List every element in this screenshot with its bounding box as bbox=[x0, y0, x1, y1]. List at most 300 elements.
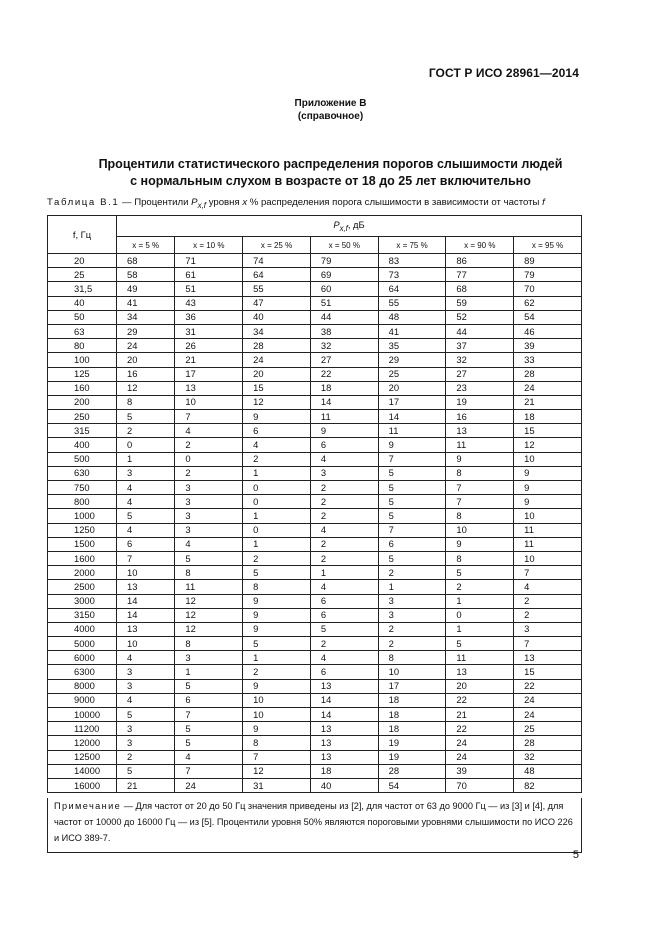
level-cell: 51 bbox=[310, 296, 378, 310]
level-cell: 11 bbox=[514, 523, 582, 537]
level-cell: 5 bbox=[243, 637, 311, 651]
frequency-cell: 400 bbox=[48, 438, 117, 452]
level-cell: 14 bbox=[378, 410, 446, 424]
group-symbol: P bbox=[333, 219, 340, 231]
level-cell: 10 bbox=[243, 693, 311, 707]
table-row bbox=[48, 424, 582, 438]
level-cell: 55 bbox=[378, 296, 446, 310]
level-cell: 0 bbox=[243, 481, 311, 495]
frequency-cell: 12000 bbox=[48, 736, 117, 750]
frequency-cell: 750 bbox=[48, 481, 117, 495]
level-cell: 4 bbox=[117, 523, 175, 537]
table-row bbox=[48, 537, 582, 551]
level-cell: 17 bbox=[378, 679, 446, 693]
frequency-cell: 160 bbox=[48, 381, 117, 395]
level-group-header bbox=[117, 216, 582, 237]
level-cell: 9 bbox=[514, 481, 582, 495]
level-cell: 41 bbox=[378, 324, 446, 338]
table-caption-label: Таблица В.1 bbox=[47, 197, 120, 208]
level-cell: 21 bbox=[117, 778, 175, 792]
level-cell: 48 bbox=[378, 310, 446, 324]
level-cell: 2 bbox=[175, 466, 243, 480]
level-cell: 5 bbox=[117, 410, 175, 424]
level-cell: 8 bbox=[243, 580, 311, 594]
level-cell: 5 bbox=[378, 481, 446, 495]
level-cell: 9 bbox=[310, 424, 378, 438]
page-number: 5 bbox=[572, 849, 579, 861]
table-row bbox=[48, 339, 582, 353]
level-cell: 77 bbox=[446, 268, 514, 282]
level-cell: 40 bbox=[310, 778, 378, 792]
level-cell: 20 bbox=[243, 367, 311, 381]
level-cell: 52 bbox=[446, 310, 514, 324]
level-cell: 19 bbox=[378, 736, 446, 750]
frequency-cell: 3150 bbox=[48, 608, 117, 622]
level-cell: 1 bbox=[243, 651, 311, 665]
level-cell: 10 bbox=[514, 452, 582, 466]
level-cell: 35 bbox=[378, 339, 446, 353]
level-cell: 4 bbox=[117, 693, 175, 707]
level-cell: 29 bbox=[378, 353, 446, 367]
level-cell: 22 bbox=[514, 679, 582, 693]
level-cell: 7 bbox=[378, 452, 446, 466]
frequency-cell: 12500 bbox=[48, 750, 117, 764]
level-cell: 5 bbox=[378, 466, 446, 480]
caption-f: f bbox=[542, 197, 545, 208]
level-cell: 54 bbox=[378, 778, 446, 792]
table-row bbox=[48, 708, 582, 722]
level-cell: 2 bbox=[514, 608, 582, 622]
level-cell: 13 bbox=[117, 580, 175, 594]
table-row bbox=[48, 509, 582, 523]
level-cell: 28 bbox=[243, 339, 311, 353]
table-caption bbox=[47, 197, 627, 210]
level-cell: 8 bbox=[175, 637, 243, 651]
table-row bbox=[48, 282, 582, 296]
frequency-cell: 200 bbox=[48, 395, 117, 409]
level-cell: 3 bbox=[117, 466, 175, 480]
table-row bbox=[48, 608, 582, 622]
section-title-line-2: с нормальным слухом в возрасте от 18 до 25 лет включительно bbox=[130, 174, 531, 188]
level-cell: 5 bbox=[378, 551, 446, 565]
frequency-cell: 1600 bbox=[48, 551, 117, 565]
level-cell: 6 bbox=[243, 424, 311, 438]
level-cell: 27 bbox=[446, 367, 514, 381]
level-cell: 2 bbox=[310, 481, 378, 495]
frequency-column-header: f, Гц bbox=[48, 216, 117, 254]
level-cell: 4 bbox=[117, 495, 175, 509]
level-cell: 5 bbox=[117, 764, 175, 778]
level-cell: 3 bbox=[378, 608, 446, 622]
level-cell: 10 bbox=[117, 566, 175, 580]
table-row bbox=[48, 622, 582, 636]
table-row bbox=[48, 466, 582, 480]
level-cell: 47 bbox=[243, 296, 311, 310]
level-cell: 28 bbox=[378, 764, 446, 778]
level-cell: 19 bbox=[446, 395, 514, 409]
table-row bbox=[48, 523, 582, 537]
level-cell: 10 bbox=[378, 665, 446, 679]
table-row bbox=[48, 750, 582, 764]
level-cell: 61 bbox=[175, 268, 243, 282]
level-cell: 9 bbox=[243, 594, 311, 608]
level-cell: 32 bbox=[446, 353, 514, 367]
level-cell: 1 bbox=[243, 466, 311, 480]
level-cell: 10 bbox=[446, 523, 514, 537]
level-cell: 24 bbox=[446, 736, 514, 750]
level-cell: 31 bbox=[243, 778, 311, 792]
level-cell: 5 bbox=[117, 708, 175, 722]
level-cell: 31 bbox=[175, 324, 243, 338]
level-cell: 14 bbox=[117, 608, 175, 622]
level-cell: 13 bbox=[446, 665, 514, 679]
level-cell: 7 bbox=[514, 637, 582, 651]
level-cell: 16 bbox=[446, 410, 514, 424]
table-note bbox=[47, 798, 582, 853]
level-cell: 2 bbox=[378, 566, 446, 580]
level-cell: 70 bbox=[514, 282, 582, 296]
table-row bbox=[48, 324, 582, 338]
level-cell: 2 bbox=[243, 452, 311, 466]
level-cell: 34 bbox=[243, 324, 311, 338]
level-cell: 24 bbox=[243, 353, 311, 367]
level-cell: 73 bbox=[378, 268, 446, 282]
level-cell: 60 bbox=[310, 282, 378, 296]
level-cell: 7 bbox=[243, 750, 311, 764]
level-cell: 9 bbox=[243, 679, 311, 693]
level-cell: 33 bbox=[514, 353, 582, 367]
frequency-cell: 6300 bbox=[48, 665, 117, 679]
table-row bbox=[48, 693, 582, 707]
level-cell: 41 bbox=[117, 296, 175, 310]
percentile-header: x = 5 % bbox=[117, 237, 175, 254]
frequency-cell: 800 bbox=[48, 495, 117, 509]
table-row bbox=[48, 566, 582, 580]
level-cell: 71 bbox=[175, 254, 243, 268]
level-cell: 12 bbox=[514, 438, 582, 452]
level-cell: 32 bbox=[310, 339, 378, 353]
level-cell: 8 bbox=[175, 566, 243, 580]
frequency-cell: 250 bbox=[48, 410, 117, 424]
appendix-title: Приложение В bbox=[294, 98, 367, 109]
level-cell: 39 bbox=[446, 764, 514, 778]
percentile-header: x = 90 % bbox=[446, 237, 514, 254]
level-cell: 3 bbox=[117, 679, 175, 693]
percentile-header: x = 95 % bbox=[514, 237, 582, 254]
level-cell: 55 bbox=[243, 282, 311, 296]
table-row bbox=[48, 580, 582, 594]
frequency-cell: 630 bbox=[48, 466, 117, 480]
percentile-header: x = 25 % bbox=[243, 237, 311, 254]
level-cell: 79 bbox=[310, 254, 378, 268]
level-cell: 7 bbox=[446, 495, 514, 509]
level-cell: 18 bbox=[378, 722, 446, 736]
level-cell: 2 bbox=[310, 495, 378, 509]
table-row bbox=[48, 381, 582, 395]
level-cell: 39 bbox=[514, 339, 582, 353]
table-row bbox=[48, 410, 582, 424]
level-cell: 11 bbox=[446, 438, 514, 452]
level-cell: 8 bbox=[446, 551, 514, 565]
level-cell: 13 bbox=[514, 651, 582, 665]
level-cell: 0 bbox=[117, 438, 175, 452]
level-cell: 2 bbox=[310, 637, 378, 651]
level-cell: 68 bbox=[446, 282, 514, 296]
frequency-cell: 31,5 bbox=[48, 282, 117, 296]
level-cell: 22 bbox=[446, 722, 514, 736]
level-cell: 13 bbox=[310, 679, 378, 693]
level-cell: 10 bbox=[175, 395, 243, 409]
level-cell: 5 bbox=[446, 637, 514, 651]
table-row bbox=[48, 551, 582, 565]
level-cell: 21 bbox=[514, 395, 582, 409]
level-cell: 28 bbox=[514, 367, 582, 381]
level-cell: 10 bbox=[243, 708, 311, 722]
table-row bbox=[48, 353, 582, 367]
level-cell: 2 bbox=[243, 551, 311, 565]
level-cell: 2 bbox=[514, 594, 582, 608]
caption-text-2: % распределения порога слышимости в зависимости от частоты bbox=[247, 197, 543, 208]
table-row bbox=[48, 736, 582, 750]
level-cell: 74 bbox=[243, 254, 311, 268]
level-cell: 2 bbox=[117, 424, 175, 438]
level-cell: 11 bbox=[310, 410, 378, 424]
level-cell: 7 bbox=[175, 764, 243, 778]
table-row bbox=[48, 665, 582, 679]
document-standard-number: ГОСТ Р ИСО 28961—2014 bbox=[428, 66, 579, 80]
level-cell: 7 bbox=[175, 410, 243, 424]
frequency-cell: 11200 bbox=[48, 722, 117, 736]
percentile-header: x = 50 % bbox=[310, 237, 378, 254]
level-cell: 5 bbox=[117, 509, 175, 523]
frequency-cell: 63 bbox=[48, 324, 117, 338]
level-cell: 24 bbox=[514, 708, 582, 722]
level-cell: 40 bbox=[243, 310, 311, 324]
level-cell: 21 bbox=[175, 353, 243, 367]
level-cell: 37 bbox=[446, 339, 514, 353]
level-cell: 5 bbox=[446, 566, 514, 580]
level-cell: 4 bbox=[243, 438, 311, 452]
level-cell: 3 bbox=[117, 665, 175, 679]
level-cell: 8 bbox=[446, 466, 514, 480]
frequency-cell: 500 bbox=[48, 452, 117, 466]
level-cell: 44 bbox=[446, 324, 514, 338]
level-cell: 4 bbox=[310, 523, 378, 537]
level-cell: 2 bbox=[446, 580, 514, 594]
level-cell: 9 bbox=[243, 608, 311, 622]
level-cell: 11 bbox=[175, 580, 243, 594]
level-cell: 83 bbox=[378, 254, 446, 268]
level-cell: 10 bbox=[514, 551, 582, 565]
frequency-cell: 40 bbox=[48, 296, 117, 310]
level-cell: 64 bbox=[243, 268, 311, 282]
level-cell: 0 bbox=[446, 608, 514, 622]
group-symbol-sub: x,f bbox=[339, 223, 348, 233]
level-cell: 17 bbox=[175, 367, 243, 381]
group-unit: , дБ bbox=[347, 219, 365, 231]
frequency-cell: 50 bbox=[48, 310, 117, 324]
level-cell: 1 bbox=[446, 594, 514, 608]
level-cell: 28 bbox=[514, 736, 582, 750]
level-cell: 4 bbox=[175, 750, 243, 764]
frequency-cell: 125 bbox=[48, 367, 117, 381]
level-cell: 14 bbox=[117, 594, 175, 608]
level-cell: 25 bbox=[514, 722, 582, 736]
frequency-cell: 100 bbox=[48, 353, 117, 367]
level-cell: 18 bbox=[310, 764, 378, 778]
level-cell: 9 bbox=[514, 495, 582, 509]
level-cell: 4 bbox=[117, 651, 175, 665]
level-cell: 9 bbox=[514, 466, 582, 480]
level-cell: 6 bbox=[175, 693, 243, 707]
level-cell: 51 bbox=[175, 282, 243, 296]
level-cell: 11 bbox=[446, 651, 514, 665]
caption-symbol-sub: x,f bbox=[197, 200, 207, 210]
level-cell: 15 bbox=[514, 424, 582, 438]
level-cell: 24 bbox=[514, 693, 582, 707]
table-row bbox=[48, 481, 582, 495]
level-cell: 18 bbox=[514, 410, 582, 424]
level-cell: 13 bbox=[310, 736, 378, 750]
percentile-header: x = 75 % bbox=[378, 237, 446, 254]
level-cell: 5 bbox=[175, 551, 243, 565]
level-cell: 12 bbox=[175, 608, 243, 622]
level-cell: 2 bbox=[310, 537, 378, 551]
level-cell: 4 bbox=[310, 651, 378, 665]
level-cell: 3 bbox=[117, 722, 175, 736]
level-cell: 4 bbox=[175, 537, 243, 551]
level-cell: 13 bbox=[310, 722, 378, 736]
level-cell: 9 bbox=[243, 722, 311, 736]
caption-x: x bbox=[242, 197, 248, 208]
level-cell: 9 bbox=[446, 537, 514, 551]
level-cell: 8 bbox=[117, 395, 175, 409]
level-cell: 15 bbox=[243, 381, 311, 395]
table-row bbox=[48, 778, 582, 792]
level-cell: 32 bbox=[514, 750, 582, 764]
level-cell: 6 bbox=[310, 594, 378, 608]
level-cell: 89 bbox=[514, 254, 582, 268]
table-row bbox=[48, 367, 582, 381]
level-cell: 64 bbox=[378, 282, 446, 296]
level-cell: 68 bbox=[117, 254, 175, 268]
level-cell: 8 bbox=[243, 736, 311, 750]
percentile-header: x = 10 % bbox=[175, 237, 243, 254]
level-cell: 22 bbox=[446, 693, 514, 707]
level-cell: 7 bbox=[117, 551, 175, 565]
frequency-cell: 1500 bbox=[48, 537, 117, 551]
frequency-cell: 2500 bbox=[48, 580, 117, 594]
level-cell: 12 bbox=[117, 381, 175, 395]
level-cell: 25 bbox=[378, 367, 446, 381]
level-cell: 2 bbox=[175, 438, 243, 452]
level-cell: 3 bbox=[175, 523, 243, 537]
level-cell: 5 bbox=[175, 679, 243, 693]
frequency-cell: 5000 bbox=[48, 637, 117, 651]
level-cell: 2 bbox=[243, 665, 311, 679]
frequency-cell: 1000 bbox=[48, 509, 117, 523]
level-cell: 16 bbox=[117, 367, 175, 381]
level-cell: 12 bbox=[175, 622, 243, 636]
level-cell: 86 bbox=[446, 254, 514, 268]
level-cell: 3 bbox=[310, 466, 378, 480]
section-title bbox=[0, 156, 661, 190]
level-cell: 27 bbox=[310, 353, 378, 367]
level-cell: 1 bbox=[378, 580, 446, 594]
caption-symbol: P bbox=[191, 197, 198, 208]
table-row bbox=[48, 722, 582, 736]
table-caption-dash: — Процентили bbox=[119, 197, 192, 208]
level-cell: 13 bbox=[310, 750, 378, 764]
frequency-cell: 80 bbox=[48, 339, 117, 353]
level-cell: 8 bbox=[378, 651, 446, 665]
level-cell: 20 bbox=[378, 381, 446, 395]
table-row bbox=[48, 495, 582, 509]
level-cell: 54 bbox=[514, 310, 582, 324]
frequency-cell: 9000 bbox=[48, 693, 117, 707]
level-cell: 19 bbox=[378, 750, 446, 764]
level-cell: 14 bbox=[310, 693, 378, 707]
level-cell: 14 bbox=[310, 395, 378, 409]
frequency-cell: 25 bbox=[48, 268, 117, 282]
level-cell: 13 bbox=[446, 424, 514, 438]
table-row bbox=[48, 651, 582, 665]
level-cell: 5 bbox=[175, 736, 243, 750]
level-cell: 22 bbox=[310, 367, 378, 381]
frequency-cell: 3000 bbox=[48, 594, 117, 608]
level-cell: 6 bbox=[378, 537, 446, 551]
frequency-cell: 315 bbox=[48, 424, 117, 438]
level-cell: 4 bbox=[310, 452, 378, 466]
level-cell: 23 bbox=[446, 381, 514, 395]
frequency-cell: 4000 bbox=[48, 622, 117, 636]
level-cell: 21 bbox=[446, 708, 514, 722]
level-cell: 18 bbox=[378, 708, 446, 722]
level-cell: 12 bbox=[243, 395, 311, 409]
note-text: — Для частот от 20 до 50 Гц значения приведены из [2], для частот от 63 до 9000 Гц — из [3] и [4], для частот от 10000 до 16000 Гц — из [5]. Процентили уровня 50% являются пороговыми уровнями слышимости по ИСО 226 и ИСО 389-7. bbox=[54, 801, 573, 843]
level-cell: 7 bbox=[378, 523, 446, 537]
level-cell: 70 bbox=[446, 778, 514, 792]
level-cell: 0 bbox=[243, 495, 311, 509]
frequency-cell: 20 bbox=[48, 254, 117, 268]
level-cell: 3 bbox=[175, 651, 243, 665]
level-cell: 69 bbox=[310, 268, 378, 282]
level-cell: 5 bbox=[243, 566, 311, 580]
level-cell: 11 bbox=[514, 537, 582, 551]
frequency-cell: 10000 bbox=[48, 708, 117, 722]
level-cell: 6 bbox=[310, 608, 378, 622]
level-cell: 18 bbox=[310, 381, 378, 395]
level-cell: 46 bbox=[514, 324, 582, 338]
table-row bbox=[48, 764, 582, 778]
level-cell: 49 bbox=[117, 282, 175, 296]
level-cell: 11 bbox=[378, 424, 446, 438]
level-cell: 24 bbox=[446, 750, 514, 764]
level-cell: 2 bbox=[378, 637, 446, 651]
level-cell: 4 bbox=[310, 580, 378, 594]
level-cell: 13 bbox=[117, 622, 175, 636]
level-cell: 4 bbox=[117, 481, 175, 495]
note-label: Примечание bbox=[54, 801, 122, 811]
table-row bbox=[48, 395, 582, 409]
frequency-cell: 2000 bbox=[48, 566, 117, 580]
level-cell: 34 bbox=[117, 310, 175, 324]
level-cell: 1 bbox=[117, 452, 175, 466]
level-cell: 0 bbox=[175, 452, 243, 466]
level-cell: 24 bbox=[514, 381, 582, 395]
frequency-cell: 1250 bbox=[48, 523, 117, 537]
level-cell: 59 bbox=[446, 296, 514, 310]
